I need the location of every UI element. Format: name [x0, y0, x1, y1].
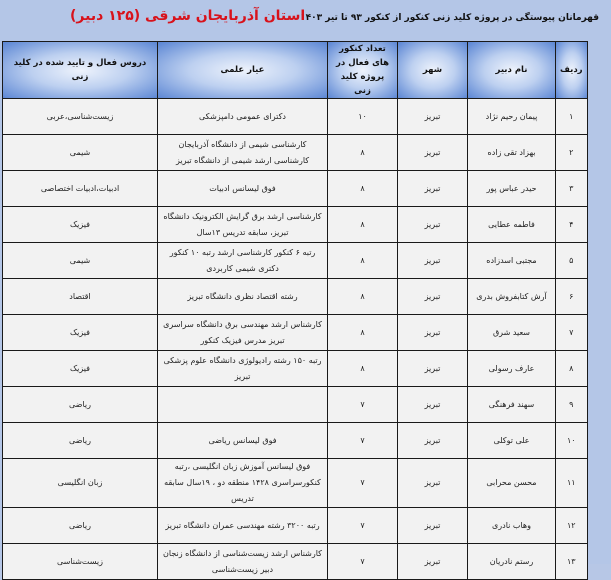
cell-city: تبریز [398, 387, 468, 423]
table-row [3, 315, 588, 351]
cell-city: تبریز [398, 351, 468, 387]
cell-degree: رشته اقتصاد نظری دانشگاه تبریز [158, 279, 328, 315]
cell-index: ۷ [556, 315, 588, 351]
cell-degree: کارشناس ارشد مهندسی برق دانشگاه سراسری تبریز مدرس فیزیک کنکور [158, 315, 328, 351]
cell-degree: دکترای عمومی دامپزشکی [158, 99, 328, 135]
header-name: نام دبیر [468, 42, 556, 99]
header-count: تعداد کنکور های فعال در پروژه کلید زنی [328, 42, 398, 99]
cell-degree [158, 387, 328, 423]
cell-degree: رتبه ۱۵۰ رشته رادیولوژی دانشگاه علوم پزشکی تبریز [158, 351, 328, 387]
cell-city: تبریز [398, 279, 468, 315]
cell-city: تبریز [398, 135, 468, 171]
table-row [3, 207, 588, 243]
cell-subjects: ادبیات،ادبیات اختصاصی [3, 171, 158, 207]
cell-degree: رتبه ۶ کنکور کارشناسی ارشد رتبه ۱۰ کنکور دکتری شیمی کاربردی [158, 243, 328, 279]
cell-count: ۸ [328, 135, 398, 171]
cell-subjects: زیست‌شناسی،عربی [3, 99, 158, 135]
cell-count: ۷ [328, 423, 398, 459]
header-index: ردیف [556, 42, 588, 99]
cell-index: ۳ [556, 171, 588, 207]
teachers-table [2, 41, 588, 580]
cell-index: ۹ [556, 387, 588, 423]
table-row [3, 99, 588, 135]
cell-count: ۸ [328, 207, 398, 243]
cell-name: پیمان رحیم نژاد [468, 99, 556, 135]
table-row [3, 243, 588, 279]
cell-degree: کارشناسی شیمی از دانشگاه آذربایجان کارشناسی ارشد شیمی از دانشگاه تبریز [158, 135, 328, 171]
cell-name: رستم نادریان [468, 544, 556, 580]
cell-city: تبریز [398, 171, 468, 207]
cell-index: ۱۲ [556, 508, 588, 544]
cell-subjects: ریاضی [3, 387, 158, 423]
table-row [3, 423, 588, 459]
cell-count: ۷ [328, 508, 398, 544]
cell-subjects: اقتصاد [3, 279, 158, 315]
cell-degree: فوق لیسانس ادبیات [158, 171, 328, 207]
table-row [3, 351, 588, 387]
cell-name: علی توکلی [468, 423, 556, 459]
table-row [3, 171, 588, 207]
province-title: استان آذربایجان شرقی (۱۲۵ دبیر) [70, 8, 306, 24]
cell-name: آرش کتابفروش بدری [468, 279, 556, 315]
cell-city: تبریز [398, 99, 468, 135]
cell-name: عارف رسولی [468, 351, 556, 387]
cell-subjects: فیزیک [3, 351, 158, 387]
page-title: قهرمانان پیوستگی در پروژه کلید زنی کنکور از کنکور ۹۳ تا تیر ۱۴۰۳ [300, 13, 599, 23]
cell-subjects: شیمی [3, 243, 158, 279]
cell-index: ۸ [556, 351, 588, 387]
table-row [3, 544, 588, 580]
cell-count: ۱۰ [328, 99, 398, 135]
cell-subjects: زبان انگلیسی [3, 459, 158, 508]
cell-subjects: فیزیک [3, 207, 158, 243]
header-degree: عیار علمی [158, 42, 328, 99]
cell-city: تبریز [398, 508, 468, 544]
cell-degree: کارشناس ارشد زیست‌شناسی از دانشگاه زنجان دبیر زیست‌شناسی [158, 544, 328, 580]
title-bar [0, 0, 611, 40]
cell-name: سعید شرق [468, 315, 556, 351]
cell-city: تبریز [398, 544, 468, 580]
cell-name: وهاب نادری [468, 508, 556, 544]
cell-index: ۴ [556, 207, 588, 243]
table-row [3, 135, 588, 171]
table-row [3, 279, 588, 315]
cell-city: تبریز [398, 423, 468, 459]
cell-degree: کارشناسی ارشد برق گرایش الکترونیک دانشگاه تبریز، سابقه تدریس ۱۳سال [158, 207, 328, 243]
cell-city: تبریز [398, 315, 468, 351]
cell-city: تبریز [398, 207, 468, 243]
cell-index: ۲ [556, 135, 588, 171]
cell-degree: فوق لیسانس آموزش زبان انگلیسی ،رتبه کنکورسراسری ۱۴۲۸ منطقه دو ، ۱۹سال سابقه تدریس [158, 459, 328, 508]
header-city: شهر [398, 42, 468, 99]
table-row [3, 459, 588, 508]
cell-subjects: شیمی [3, 135, 158, 171]
cell-count: ۷ [328, 544, 398, 580]
cell-name: حیدر عباس پور [468, 171, 556, 207]
table-header-row [3, 42, 588, 99]
cell-index: ۶ [556, 279, 588, 315]
cell-count: ۷ [328, 459, 398, 508]
cell-count: ۸ [328, 171, 398, 207]
cell-name: مجتبی اسدزاده [468, 243, 556, 279]
cell-subjects: ریاضی [3, 508, 158, 544]
cell-count: ۸ [328, 351, 398, 387]
cell-index: ۵ [556, 243, 588, 279]
cell-index: ۱ [556, 99, 588, 135]
cell-name: محسن محرابی [468, 459, 556, 508]
table-row [3, 508, 588, 544]
cell-index: ۱۳ [556, 544, 588, 580]
cell-count: ۷ [328, 387, 398, 423]
cell-degree: رتبه ۳۲۰۰ رشته مهندسی عمران دانشگاه تبریز [158, 508, 328, 544]
cell-subjects: زیست‌شناسی [3, 544, 158, 580]
cell-subjects: ریاضی [3, 423, 158, 459]
cell-index: ۱۰ [556, 423, 588, 459]
cell-index: ۱۱ [556, 459, 588, 508]
cell-subjects: فیزیک [3, 315, 158, 351]
cell-name: فاطمه عطایی [468, 207, 556, 243]
cell-count: ۸ [328, 315, 398, 351]
header-subjects: دروس فعال و تایید شده در کلید زنی [3, 42, 158, 99]
cell-count: ۸ [328, 243, 398, 279]
cell-name: بهزاد تقی زاده [468, 135, 556, 171]
cell-city: تبریز [398, 243, 468, 279]
cell-count: ۸ [328, 279, 398, 315]
cell-city: تبریز [398, 459, 468, 508]
cell-degree: فوق لیسانس ریاضی [158, 423, 328, 459]
cell-name: سهند فرهنگی [468, 387, 556, 423]
table-row [3, 387, 588, 423]
